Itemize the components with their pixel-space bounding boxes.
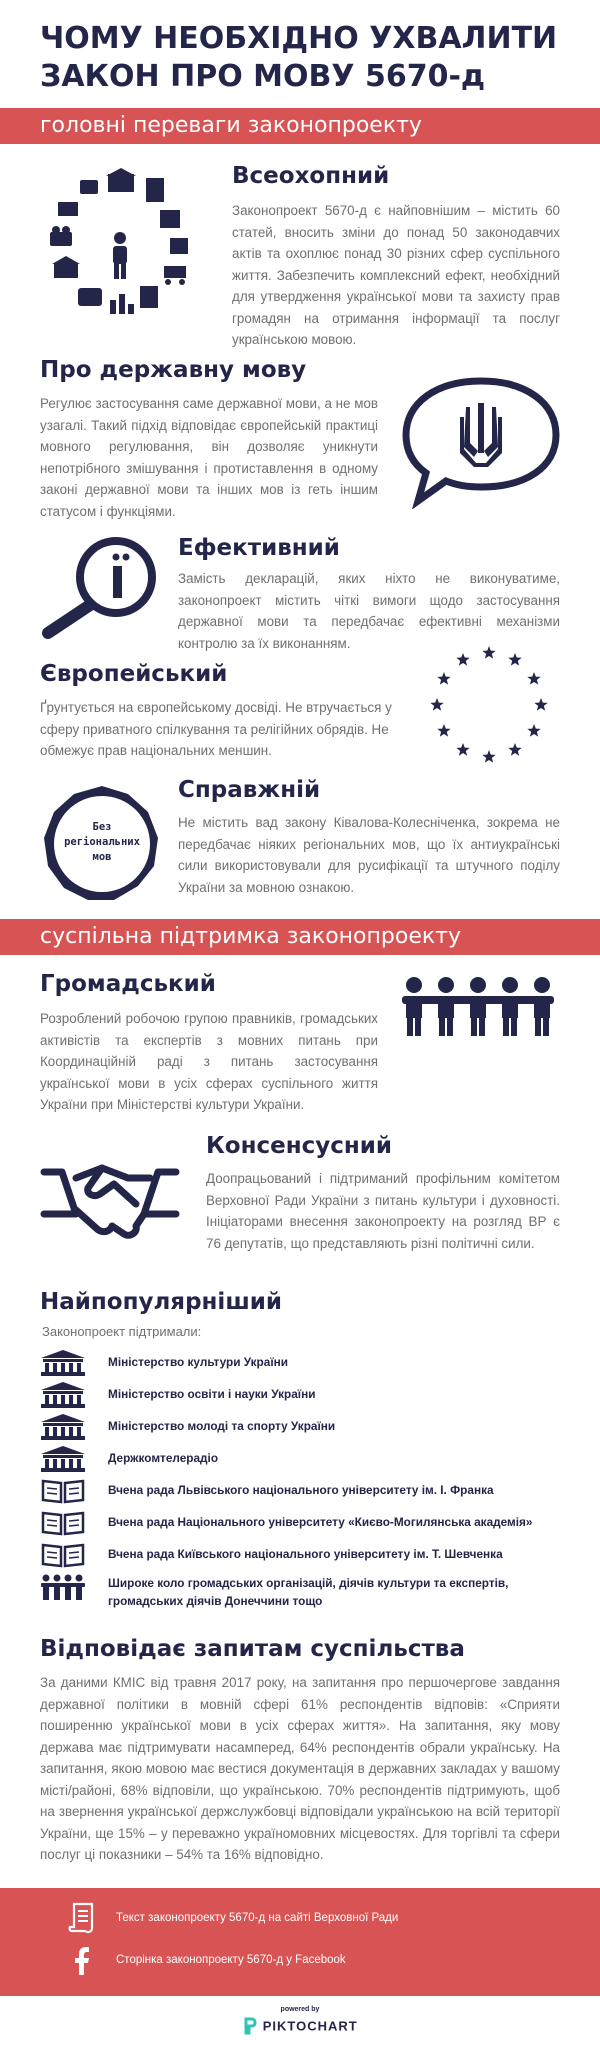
link-facebook-label[interactable]: Сторінка законопроекту 5670-д у Facebook: [116, 1954, 346, 1966]
text-public: Розроблений робочою групою правників, громадських активістів та експертів з мовних питань при Координаційній раді з питань застосування української мови в усіх сферах суспільного життя України при Міністерстві культури України.: [40, 1011, 378, 1112]
supporter-label: Міністерство молоді та спорту України: [108, 1419, 336, 1433]
link-facebook[interactable]: [68, 1940, 346, 1980]
facebook-icon: [68, 1943, 98, 1977]
supporter-label: Держкомтелерадіо: [108, 1451, 219, 1465]
eu-star: [527, 672, 540, 685]
eu-star: [430, 698, 443, 711]
eu-stars-icon: [424, 640, 554, 770]
sectors-circle-icon: [48, 168, 218, 328]
section-banner-support: суспільна підтримка законопроекту: [0, 919, 600, 955]
eu-star: [456, 743, 469, 756]
eu-star: [508, 743, 521, 756]
text-effective: Замість декларацій, яких ніхто не виконуватиме, законопроект містить чіткі вимоги щодо застосування державної мови та передбачає ефективні механізми контролю за їх виконанням.: [178, 571, 560, 651]
list-item: [40, 1348, 560, 1380]
eu-star: [437, 724, 450, 737]
heading-effective: Ефективний: [178, 535, 340, 561]
link-rada-text[interactable]: [68, 1898, 398, 1938]
heading-popular: Найпопулярніший: [40, 1289, 282, 1315]
supporters-intro: Законопроект підтримали:: [42, 1324, 202, 1339]
supporter-label: Широке коло громадських організацій, діячів культури та експертів, громадських діячів Донеччини тощо: [108, 1576, 509, 1608]
magnifier-info-icon: [40, 533, 160, 641]
powered-by-text: powered by: [280, 2006, 320, 2013]
eu-star: [482, 750, 495, 763]
heading-consensus: Консенсусний: [206, 1133, 392, 1159]
eu-star: [534, 698, 547, 711]
list-item: [40, 1412, 560, 1444]
list-item: [40, 1476, 560, 1508]
text-consensus: Доопрацьований і підтриманий профільним комітетом Верховної Ради України з питань культури і духовності. Ініціаторами внесення законопроекту на розгляд ВР є 76 депутатів, що представляють різні політичні сили.: [206, 1171, 560, 1251]
list-item: [40, 1540, 560, 1572]
people-holding-hands-icon: [400, 976, 560, 1038]
government-building-icon: [40, 1382, 86, 1408]
government-building-icon: [40, 1446, 86, 1472]
piktochart-logo[interactable]: [0, 2017, 600, 2041]
supporter-label: Міністерство культури України: [108, 1355, 289, 1369]
eu-star: [456, 653, 469, 666]
supporter-label: Вчена рада Київського національного університету ім. Т. Шевченка: [108, 1547, 503, 1561]
text-genuine: Не містить вад закону Ківалова-Колесніченка, зокрема не передбачає ніяких регіональних мов, що їх антиукраїнські сили використовували для русифікації та штучного поділу України за мовною ознакою.: [178, 815, 560, 895]
text-european: Ґрунтується на європейському досвіді. Не втручається у сферу приватного спілкування та релігійних обрядів. Не обмежує прав національних меншин.: [40, 700, 392, 758]
open-book-icon: [40, 1478, 86, 1504]
text-demand: За даними КМІС від травня 2017 року, на запитання про першочергове завдання державної політики в мовній сфері 61% респондентів відповів: «Сприяти поширенню української мови в усіх сферах життя». На запитання, яку мову держава має підтримувати насамперед, 64% респондентів обрали українську. На запитання, якою мовою має вестися документація в державних закладах у вашому місті/районі, 68% відповіли, що українською. 70% респондентів підтримують, щоб на звернення української держслужбовці відповідали українською на всій території України, ще 15% – у переважно україномовних місцевостях. Для торгівлі та сфери послуг ці показники – 54% та 16% відповідно.: [40, 1675, 560, 1862]
government-building-icon: [40, 1350, 86, 1376]
piktochart-logo-icon: [242, 2017, 258, 2035]
heading-public: Громадський: [40, 971, 216, 997]
list-item: [40, 1572, 560, 1612]
heading-comprehensive: Всеохопний: [232, 163, 390, 189]
handshake-icon: [40, 1158, 180, 1242]
heading-european: Європейський: [40, 661, 228, 687]
document-scroll-icon: [68, 1901, 98, 1935]
page-title: ЧОМУ НЕОБХІДНО УХВАЛИТИ ЗАКОН ПРО МОВУ 5670-д: [40, 21, 558, 94]
heading-state-language: Про державну мову: [40, 357, 307, 383]
eu-star: [508, 653, 521, 666]
heading-genuine: Справжній: [178, 777, 321, 803]
list-item: [40, 1444, 560, 1476]
list-item: [40, 1508, 560, 1540]
eu-star: [482, 646, 495, 659]
badge-text: Без регіональних мов: [64, 821, 140, 863]
open-book-icon: [40, 1542, 86, 1568]
piktochart-brand: PIKTOCHART: [262, 2018, 358, 2034]
text-comprehensive: Законопроект 5670-д є найповнішим – містить 60 статей, вносить зміни до понад 50 законодавчих актів та охоплює понад 30 різних сфер суспільного життя. Забезпечить комплексний ефект, необхідний для утвердження української мови та захисту прав громадян на отримання інформації та послуг українською мовою.: [232, 203, 560, 347]
footer-links: [0, 1888, 600, 1996]
supporter-label: Міністерство освіти і науки України: [108, 1387, 316, 1401]
supporter-label: Вчена рада Національного університету «Києво-Могилянська академія»: [108, 1515, 533, 1529]
government-building-icon: [40, 1414, 86, 1440]
text-state-language: Регулює застосування саме державної мови, а не мов узагалі. Такий підхід відповідає європейській практиці мовного регулювання, він дозволяє уникнути непотрібного змішування і протиставлення в одному законі державної мови та інших мов із геть іншим статусом і функціями.: [40, 396, 378, 519]
list-item: [40, 1380, 560, 1412]
trident-speech-bubble-icon: [396, 373, 566, 509]
supporter-label: Вчена рада Львівського національного університету ім. І. Франка: [108, 1483, 494, 1497]
section-banner-advantages: головні переваги законопроекту: [0, 108, 600, 144]
eu-star: [437, 672, 450, 685]
supporters-list: [40, 1348, 560, 1612]
open-book-icon: [40, 1510, 86, 1536]
heading-demand: Відповідає запитам суспільства: [40, 1636, 465, 1662]
link-rada-label[interactable]: Текст законопроекту 5670-д на сайті Верховної Ради: [116, 1912, 399, 1924]
people-group-icon: [40, 1574, 86, 1600]
eu-star: [527, 724, 540, 737]
